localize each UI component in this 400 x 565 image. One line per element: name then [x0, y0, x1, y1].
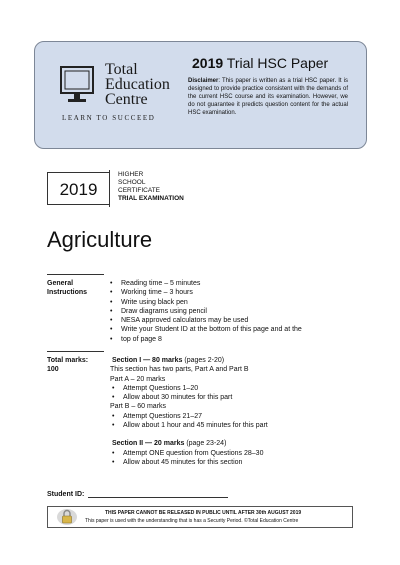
- logo-line-3: Centre: [105, 91, 148, 108]
- part-b-item: • Allow about 1 hour and 45 minutes for this part: [110, 421, 360, 430]
- footer-release-notice: THIS PAPER CANNOT BE RELEASED IN PUBLIC UNTIL AFTER 30th AUGUST 2019: [105, 510, 302, 516]
- hsc-line-1: HIGHER: [118, 171, 144, 178]
- section-info: [110, 356, 360, 467]
- section-1-title: Section I — 80 marks: [112, 357, 183, 364]
- hsc-line-4: TRIAL EXAMINATION: [118, 195, 184, 202]
- section-1-pages: (pages 2-20): [182, 357, 225, 364]
- instruction-item: • NESA approved calculators may be used: [108, 316, 358, 325]
- hsc-line-2: SCHOOL: [118, 179, 146, 186]
- section-1-intro: This section has two parts, Part A and Part B: [110, 366, 249, 374]
- padlock-icon: [56, 508, 78, 526]
- student-id-field[interactable]: [88, 497, 228, 498]
- logo-tagline: LEARN TO SUCCEED: [62, 114, 156, 122]
- logo-line-2: Education: [105, 76, 170, 93]
- total-marks-title: Total marks:: [47, 357, 89, 364]
- instruction-item-continued: top of page 8: [121, 335, 162, 343]
- part-b-list: [110, 412, 360, 431]
- section-2-pages: (page 23-24): [184, 440, 227, 448]
- part-a-list: [110, 384, 360, 403]
- subject-title: Agriculture: [47, 227, 153, 252]
- monitor-logo-icon: [60, 65, 94, 105]
- hsc-line-3: CERTIFICATE: [118, 187, 161, 194]
- part-b-heading: Part B – 60 marks: [110, 403, 167, 411]
- hsc-divider: [109, 170, 110, 207]
- instruction-item: • Reading time – 5 minutes: [108, 279, 358, 288]
- instruction-item: • Write your Student ID at the bottom of this page and at the: [108, 325, 358, 334]
- total-marks-value: 100: [47, 366, 59, 373]
- general-label-line-1: General: [47, 280, 74, 287]
- paper-title-text: Trial HSC Paper: [223, 55, 329, 71]
- exam-year-box: 2019: [47, 172, 109, 205]
- part-b-item: • Attempt Questions 21–27: [110, 412, 360, 421]
- general-label-line-2: Instructions: [47, 289, 88, 296]
- part-a-item: • Attempt Questions 1–20: [110, 384, 360, 393]
- section-2-item: • Allow about 45 minutes for this section: [110, 458, 360, 467]
- section-2-title: Section II — 20 marks: [112, 440, 185, 448]
- disclaimer-text: : This paper is written as a trial HSC paper. It is designed to provide practice consistent with the demands of the current HSC course and its examination. However, we do not guarantee it predicts question content for the actual HSC examination.: [188, 78, 348, 116]
- disclaimer-label: Disclaimer: [188, 78, 219, 84]
- total-marks-label: [47, 356, 88, 374]
- paper-title-year: 2019: [192, 55, 224, 71]
- general-instructions-list: [108, 279, 358, 344]
- logo-wordmark: [105, 62, 170, 107]
- section-2-list: [110, 449, 360, 468]
- hsc-heading: [118, 171, 184, 203]
- part-a-heading: Part A – 20 marks: [110, 375, 166, 383]
- instruction-item: • Draw diagrams using pencil: [108, 307, 358, 316]
- logo-line-1: Total: [105, 61, 138, 78]
- section-2-heading: [110, 439, 360, 448]
- student-id-label: Student ID:: [47, 491, 85, 498]
- general-instructions-label: [47, 279, 87, 297]
- part-a-item: • Allow about 30 minutes for this part: [110, 393, 360, 402]
- instruction-item: [108, 335, 358, 344]
- general-rule: [47, 274, 104, 275]
- footer-security-notice: This paper is used with the understanding that is has a Security Period. ©Total Education Centre: [85, 518, 299, 524]
- instruction-item: • Working time – 3 hours: [108, 288, 358, 297]
- section-2-item: • Attempt ONE question from Questions 28–30: [110, 449, 360, 458]
- section-1-heading: [110, 356, 360, 365]
- total-rule: [47, 351, 104, 352]
- disclaimer: [188, 77, 348, 117]
- paper-title: [192, 55, 328, 71]
- instruction-item: • Write using black pen: [108, 298, 358, 307]
